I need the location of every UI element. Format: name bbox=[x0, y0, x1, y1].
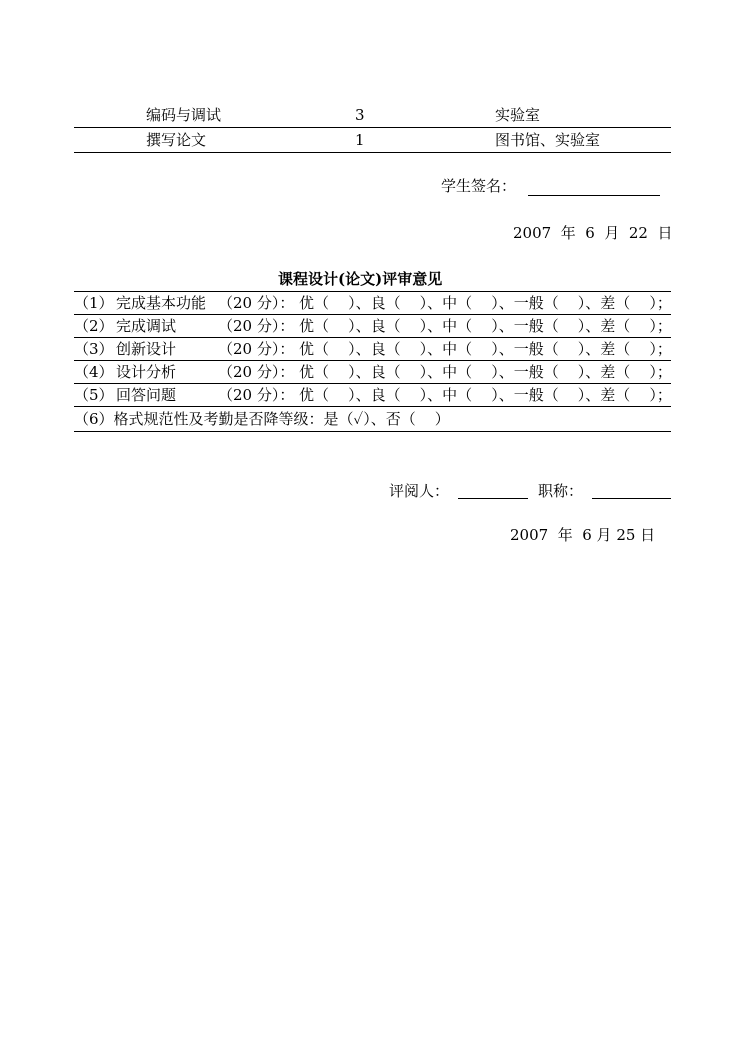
reviewer-signature-line[interactable] bbox=[458, 498, 528, 499]
item-score: （20 分）： bbox=[218, 294, 295, 312]
table-rule bbox=[74, 314, 671, 315]
item-number: （2） bbox=[74, 317, 114, 335]
table-rule bbox=[74, 406, 671, 407]
student-date: 2007 年 6 月 22 日 bbox=[513, 224, 673, 242]
item-score: （20 分）： bbox=[218, 363, 295, 381]
table-rule bbox=[74, 152, 671, 153]
table-rule bbox=[74, 383, 671, 384]
item-number: （5） bbox=[74, 386, 114, 404]
item-name: 创新设计 bbox=[116, 340, 177, 358]
table-rule bbox=[74, 360, 671, 361]
item-name: 完成基本功能 bbox=[116, 294, 207, 312]
task-cell: 编码与调试 bbox=[146, 106, 222, 124]
item-score: （20 分）： bbox=[218, 317, 295, 335]
place-cell: 实验室 bbox=[495, 106, 541, 124]
item-grades[interactable]: 优（ ）、良（ ）、中（ ）、一般（ ）、差（ ）； bbox=[299, 363, 672, 381]
item-grades[interactable]: 优（ ）、良（ ）、中（ ）、一般（ ）、差（ ）； bbox=[299, 317, 672, 335]
table-rule bbox=[74, 337, 671, 338]
table-rule bbox=[74, 431, 671, 432]
item-score: （20 分）： bbox=[218, 386, 295, 404]
review-title: 课程设计(论文)评审意见 bbox=[278, 270, 443, 288]
reviewer-title-line[interactable] bbox=[592, 498, 671, 499]
item-number: （1） bbox=[74, 294, 114, 312]
student-signature-label: 学生签名： bbox=[441, 177, 517, 195]
weeks-cell: 1 bbox=[355, 131, 365, 149]
item-grades[interactable]: 优（ ）、良（ ）、中（ ）、一般（ ）、差（ ）； bbox=[299, 340, 672, 358]
task-cell: 撰写论文 bbox=[146, 131, 207, 149]
item-grades[interactable]: 优（ ）、良（ ）、中（ ）、一般（ ）、差（ ）； bbox=[299, 386, 672, 404]
student-signature-line[interactable] bbox=[528, 195, 660, 196]
item-name: 回答问题 bbox=[116, 386, 177, 404]
table-rule bbox=[74, 127, 671, 128]
weeks-cell: 3 bbox=[355, 106, 365, 124]
table-rule bbox=[74, 291, 671, 292]
item-name: 完成调试 bbox=[116, 317, 177, 335]
review-date: 2007 年 6 月 25 日 bbox=[510, 526, 656, 544]
item-number: （3） bbox=[74, 340, 114, 358]
reviewer-label: 评阅人： bbox=[389, 482, 450, 500]
item-grades[interactable]: 优（ ）、良（ ）、中（ ）、一般（ ）、差（ ）； bbox=[299, 294, 672, 312]
reviewer-title-label: 职称： bbox=[538, 482, 584, 500]
item-number: （4） bbox=[74, 363, 114, 381]
format-check[interactable]: （6）格式规范性及考勤是否降等级：是（✓）、否（ ） bbox=[74, 410, 450, 428]
item-score: （20 分）： bbox=[218, 340, 295, 358]
place-cell: 图书馆、实验室 bbox=[495, 131, 601, 149]
item-name: 设计分析 bbox=[116, 363, 177, 381]
